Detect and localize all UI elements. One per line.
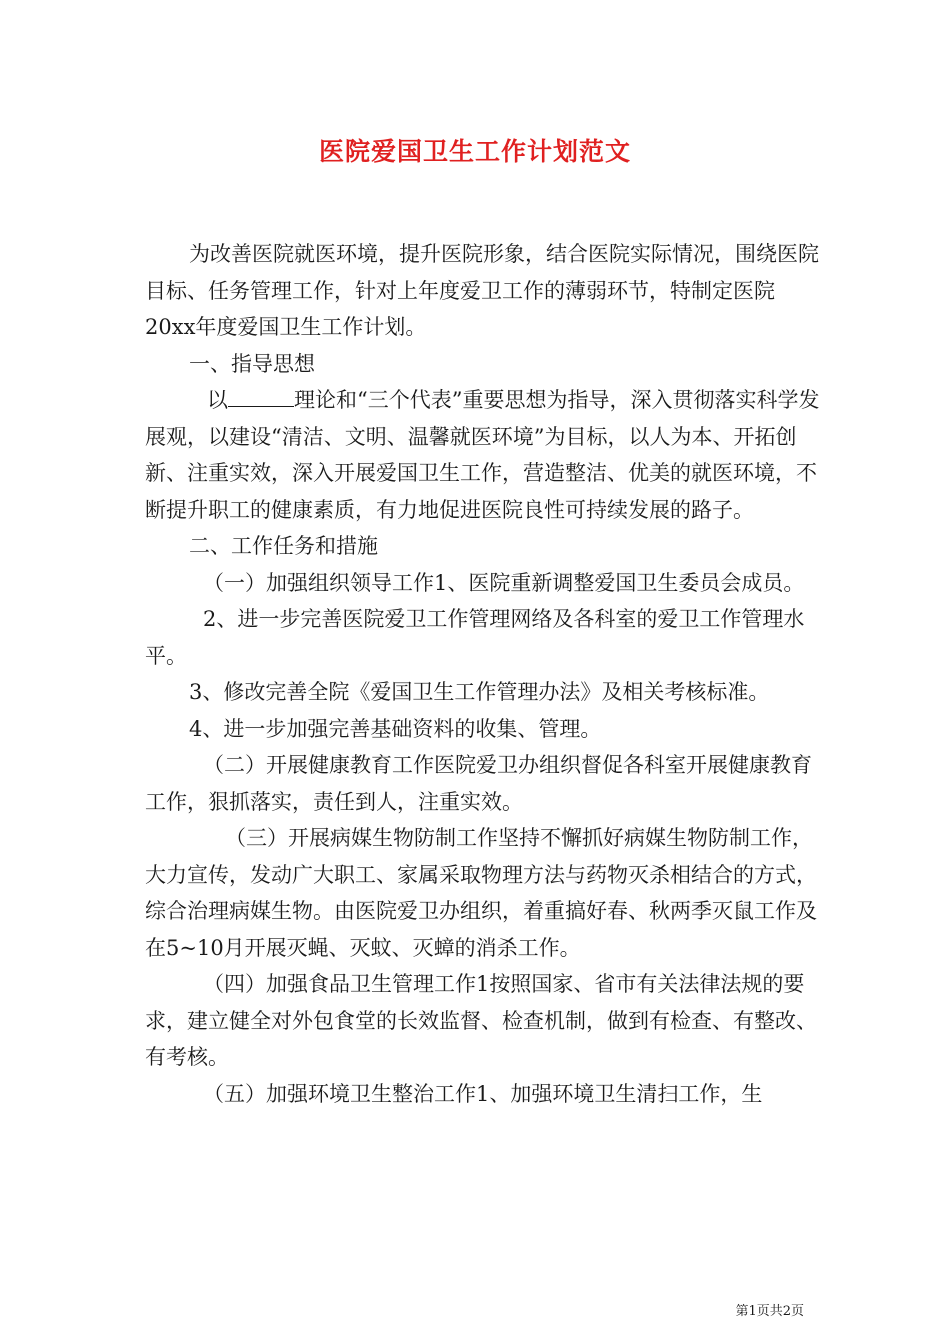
page-number: 第1页共2页	[735, 1304, 804, 1319]
blank-underline	[228, 388, 294, 407]
paragraph-item-3: 3、修改完善全院《爱国卫生工作管理办法》及相关考核标准。	[189, 680, 770, 704]
paragraph-organization: （一）加强组织领导工作1、医院重新调整爱国卫生委员会成员。	[203, 570, 805, 595]
heading-tasks-measures: 二、工作任务和措施	[189, 534, 378, 558]
paragraph-prefix: 以	[207, 388, 228, 412]
paragraph-guiding-thought	[145, 382, 825, 528]
paragraph-environment: （五）加强环境卫生整治工作1、加强环境卫生清扫工作，生	[203, 1081, 763, 1106]
paragraph-vector-control: （三）开展病媒生物防制工作坚持不懈抓好病媒生物防制工作，大力宣传，发动广大职工、家属采取物理方法与药物灭杀相结合的方式，综合治理病媒生物。由医院爱卫办组织，着重搞好春、秋两季灭鼠工作及在5~10月开展灭蝇、灭蚊、灭蟑的消杀工作。	[145, 826, 817, 960]
paragraph-food-hygiene: （四）加强食品卫生管理工作1按照国家、省市有关法律法规的要求，建立健全对外包食堂的长效监督、检查机制，做到有检查、有整改、有考核。	[145, 972, 817, 1069]
document-body	[145, 236, 825, 1112]
paragraph-intro: 为改善医院就医环境，提升医院形象，结合医院实际情况，围绕医院目标、任务管理工作，针对上年度爱卫工作的薄弱环节，特制定医院20xx年度爱国卫生工作计划。	[145, 242, 819, 339]
heading-guiding-thought: 一、指导思想	[189, 351, 315, 376]
paragraph-item-4: 4、进一步加强完善基础资料的收集、管理。	[189, 716, 602, 741]
paragraph-health-education: （二）开展健康教育工作医院爱卫办组织督促各科室开展健康教育工作，狠抓落实，责任到人，注重实效。	[145, 753, 812, 814]
paragraph-item-2: 2、进一步完善医院爱卫工作管理网络及各科室的爱卫工作管理水平。	[145, 607, 805, 668]
paragraph-guiding-thought-text: 理论和“三个代表”重要思想为指导，深入贯彻落实科学发展观，以建设“清洁、文明、温馨就医环境”为目标，以人为本、开拓创新、注重实效，深入开展爱国卫生工作，营造整洁、优美的就医环境，不断提升职工的健康素质，有力地促进医院良性可持续发展的路子。	[145, 388, 820, 522]
document-title: 医院爱国卫生工作计划范文	[318, 137, 631, 166]
